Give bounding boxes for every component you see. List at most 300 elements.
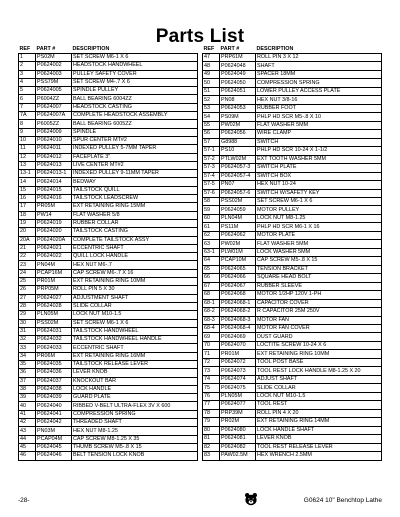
part-number-cell: P0624007A	[36, 112, 72, 120]
ref-cell: 13	[19, 161, 36, 169]
description-cell: EXT RETAINING RING 10MM	[256, 350, 382, 358]
part-number-cell: P0624073	[220, 367, 256, 375]
ref-cell: 34	[19, 352, 36, 360]
table-row	[203, 121, 382, 129]
part-number-cell: P0624057-4	[220, 172, 256, 180]
part-number-cell: P0624011	[36, 145, 72, 153]
ref-cell: 25	[19, 278, 36, 286]
ref-cell: 61	[203, 223, 220, 231]
ref-cell: 7A	[19, 112, 36, 120]
part-number-cell: PN08	[220, 96, 256, 104]
description-cell: TENSION BRACKET	[256, 265, 382, 273]
ref-cell: 33	[19, 344, 36, 352]
ref-cell: 21	[19, 244, 36, 252]
table-row	[19, 228, 198, 236]
part-number-cell: P0624007	[36, 103, 72, 111]
description-cell: FLAT WASHER 5MM	[256, 121, 382, 129]
description-cell: RIBBED V-BELT ULTRA-FLEX 3V X 600	[72, 402, 198, 410]
ref-cell: 75	[203, 384, 220, 392]
table-row	[203, 435, 382, 443]
description-cell: FACEPLATE 3"	[72, 153, 198, 161]
description-cell: SPACER 18MM	[256, 70, 382, 78]
table-row	[203, 62, 382, 70]
description-cell: TOOL POST BASE	[256, 358, 382, 366]
description-cell: TAILSTOCK HANDWHEEL HANDLE	[72, 336, 198, 344]
part-number-cell: PR01M	[220, 350, 256, 358]
ref-cell: 2	[19, 62, 36, 70]
ref-cell: 18	[19, 211, 36, 219]
table-row	[19, 377, 198, 385]
description-cell: CAPACITOR COVER	[256, 299, 382, 307]
part-number-cell: PN04M	[36, 261, 72, 269]
description-cell: SWITCH W/SAFETY KEY	[256, 189, 382, 197]
ref-cell: 42	[19, 419, 36, 427]
part-number-cell: P0624067	[220, 282, 256, 290]
part-number-cell: PS11M	[220, 223, 256, 231]
ref-cell: 69	[203, 333, 220, 341]
part-number-cell: P0624053	[220, 104, 256, 112]
table-row	[203, 291, 382, 299]
table-row	[203, 197, 382, 205]
part-number-cell: P0624032	[36, 336, 72, 344]
part-number-cell: P0624059	[220, 206, 256, 214]
ref-cell: 82	[203, 443, 220, 451]
ref-cell: 62	[203, 231, 220, 239]
part-number-cell: P0624031	[36, 327, 72, 335]
description-cell: RUBBER FOOT	[256, 104, 382, 112]
ref-cell: 27	[19, 294, 36, 302]
table-row	[203, 248, 382, 256]
table-row	[19, 153, 198, 161]
table-row	[203, 96, 382, 104]
table-row	[203, 257, 382, 265]
part-number-cell: PRP61M	[220, 54, 256, 62]
description-cell: COMPLETE TAILSTOCK ASSY	[72, 236, 198, 244]
table-row	[19, 170, 198, 178]
table-row	[19, 402, 198, 410]
description-cell: LOCK NUT M10-1.5	[256, 392, 382, 400]
table-row	[203, 274, 382, 282]
table-row	[203, 138, 382, 146]
part-number-cell: PW02M	[220, 240, 256, 248]
description-cell: ROLL PIN 3 X 12	[256, 54, 382, 62]
ref-cell: 68-2	[203, 308, 220, 316]
ref-cell: 6	[19, 95, 36, 103]
ref-cell: 77	[203, 401, 220, 409]
table-row	[19, 128, 198, 136]
table-row	[203, 130, 382, 138]
table-row	[203, 155, 382, 163]
part-number-cell: G8988	[220, 138, 256, 146]
ref-cell: 31	[19, 327, 36, 335]
description-cell: SET SCREW M6-1 X 6	[72, 54, 198, 62]
part-number-cell: PS09M	[220, 113, 256, 121]
part-number-cell: P0624077	[220, 401, 256, 409]
ref-cell: 59	[203, 206, 220, 214]
ref-cell: 60	[203, 214, 220, 222]
table-row	[19, 269, 198, 277]
description-cell: BALL BEARING 6004ZZ	[72, 95, 198, 103]
description-cell: COMPRESSION SPRING	[72, 410, 198, 418]
part-number-cell: PN03M	[36, 427, 72, 435]
page-title: Parts List	[155, 26, 245, 47]
description-cell: RUBBER COLLAR	[72, 219, 198, 227]
description-cell: TOOL REST	[256, 401, 382, 409]
ref-cell: 53	[203, 104, 220, 112]
table-row	[19, 253, 198, 261]
table-row	[19, 236, 198, 244]
ref-cell: 16	[19, 195, 36, 203]
description-cell: THUMB SCREW M5-.8 X 15	[72, 443, 198, 451]
table-row	[19, 62, 198, 70]
table-row	[19, 452, 198, 460]
part-number-cell: P0624037	[36, 377, 72, 385]
table-header-row	[203, 46, 382, 54]
description-cell: LOCK HANDLE SHAFT	[256, 426, 382, 434]
part-number-cell: P0624068-3	[220, 316, 256, 324]
ref-cell: 7	[19, 103, 36, 111]
table-row	[203, 367, 382, 375]
part-number-cell: P0624019	[36, 219, 72, 227]
description-cell: R CAPACITOR 25M 250V	[256, 308, 382, 316]
part-number-cell: P0624048	[220, 62, 256, 70]
ref-cell: 68-4	[203, 325, 220, 333]
table-header-row	[19, 46, 198, 54]
table-row	[19, 70, 198, 78]
description-cell: ADJUST SHAFT	[256, 375, 382, 383]
table-row	[203, 443, 382, 451]
table-row	[19, 78, 198, 86]
table-row	[19, 443, 198, 451]
table-row	[203, 231, 382, 239]
ref-cell: 41	[19, 410, 36, 418]
part-number-cell: P0624081	[220, 435, 256, 443]
description-cell: TAILSTOCK RELEASE LEVER	[72, 360, 198, 368]
description-cell: HEX NUT 10-24	[256, 181, 382, 189]
description-cell: DUST GUARD	[256, 333, 382, 341]
table-row	[19, 87, 198, 95]
description-cell: BALL BEARING 6005ZZ	[72, 120, 198, 128]
parts-tables	[18, 46, 382, 461]
description-cell: LOCK HANDLE	[72, 385, 198, 393]
part-number-cell: PSS02M	[220, 197, 256, 205]
description-cell: TAILSTOCK CASTING	[72, 228, 198, 236]
description-cell: ECCENTRIC SHAFT	[72, 344, 198, 352]
ref-cell: 29	[19, 311, 36, 319]
description-cell: MOTOR FAN	[256, 316, 382, 324]
table-row	[203, 189, 382, 197]
description-cell: LOCK NUT M10-1.5	[72, 311, 198, 319]
part-number-cell: PS10	[220, 147, 256, 155]
ref-cell: 24	[19, 269, 36, 277]
part-number-cell: P0624033	[36, 344, 72, 352]
ref-cell: 11	[19, 145, 36, 153]
part-number-cell: P0624074	[220, 375, 256, 383]
description-cell: MOTOR 1/2HP 120V 1-PH	[256, 291, 382, 299]
table-row	[19, 427, 198, 435]
description-cell: PULLEY SAFETY COVER	[72, 70, 198, 78]
table-row	[19, 385, 198, 393]
ref-cell: 5	[19, 87, 36, 95]
table-row	[203, 299, 382, 307]
part-number-cell: P0624068-4	[220, 325, 256, 333]
part-number-cell: P0624003	[36, 70, 72, 78]
table-row	[203, 358, 382, 366]
description-cell: MOTOR PULLEY	[256, 206, 382, 214]
description-cell: BELT TENSION LOCK KNOB	[72, 452, 198, 460]
table-row	[19, 278, 198, 286]
part-number-cell: P0624068-1	[220, 299, 256, 307]
table-row	[19, 195, 198, 203]
bear-logo-icon	[244, 492, 258, 506]
ref-cell: 10	[19, 136, 36, 144]
header-ref: REF	[203, 46, 215, 52]
page-footer	[0, 492, 400, 508]
ref-cell: 14	[19, 178, 36, 186]
description-cell: COMPLETE HEADSTOCK ASSEMBLY	[72, 112, 198, 120]
ref-cell: 51	[203, 87, 220, 95]
part-number-cell: P0624016	[36, 195, 72, 203]
part-number-cell: PLN05M	[36, 311, 72, 319]
table-row	[19, 336, 198, 344]
ref-cell: 46	[19, 452, 36, 460]
description-cell: SET SCREW M4-.7 X 6	[72, 78, 198, 86]
table-row	[203, 240, 382, 248]
ref-cell: 71	[203, 350, 220, 358]
ref-cell: 57-4	[203, 172, 220, 180]
table-row	[19, 319, 198, 327]
ref-cell: 45	[19, 443, 36, 451]
part-number-cell: P0624041	[36, 410, 72, 418]
table-row	[203, 172, 382, 180]
table-row	[203, 265, 382, 273]
part-number-cell: P0624069	[220, 333, 256, 341]
model-name: G0624 10" Benchtop Lathe	[303, 497, 382, 504]
description-cell: LOCK NUT M8-1.25	[256, 214, 382, 222]
ref-cell: 76	[203, 392, 220, 400]
description-cell: SET SCREW M6-1 X 6	[72, 319, 198, 327]
part-number-cell: PSS02M	[36, 319, 72, 327]
table-row	[203, 452, 382, 461]
description-cell: ECCENTRIC SHAFT	[72, 244, 198, 252]
description-cell: HEX NUT 3/8-16	[256, 96, 382, 104]
table-row	[19, 410, 198, 418]
description-cell: TOOL REST RELEASE LEVER	[256, 443, 382, 451]
description-cell: HEX NUT M6-.7	[72, 261, 198, 269]
description-cell: MOTOR PLATE	[256, 231, 382, 239]
part-number-cell: P0624051	[220, 87, 256, 95]
ref-cell: 74	[203, 375, 220, 383]
part-number-cell: PR02M	[220, 418, 256, 426]
part-number-cell: P0624065	[220, 265, 256, 273]
table-row	[19, 352, 198, 360]
ref-cell: 63	[203, 240, 220, 248]
table-row	[19, 286, 198, 294]
table-row	[203, 87, 382, 95]
table-row	[19, 419, 198, 427]
ref-cell: 44	[19, 435, 36, 443]
ref-cell: 30	[19, 319, 36, 327]
ref-cell: 64	[203, 257, 220, 265]
ref-cell: 57-3	[203, 164, 220, 172]
part-number-cell: PCAP04M	[36, 435, 72, 443]
description-cell: RUBBER SLEEVE	[256, 282, 382, 290]
part-number-cell: P0624056	[220, 130, 256, 138]
table-row	[203, 147, 382, 155]
ref-cell: 68-3	[203, 316, 220, 324]
table-row	[19, 211, 198, 219]
description-cell: ADJUSTMENT SHAFT	[72, 294, 198, 302]
description-cell: SQUARE HEAD BOLT	[256, 274, 382, 282]
part-number-cell: P0624027	[36, 294, 72, 302]
description-cell: TAILSTOCK HANDWHEEL	[72, 327, 198, 335]
part-number-cell: P0624009	[36, 128, 72, 136]
table-row	[203, 164, 382, 172]
table-row	[19, 302, 198, 310]
description-cell: HEADSTOCK HANDWHEEL	[72, 62, 198, 70]
part-number-cell: P0624057-3	[220, 164, 256, 172]
table-row	[19, 112, 198, 120]
description-cell: PHLP HD SCR M5-.8 X 10	[256, 113, 382, 121]
table-row	[203, 375, 382, 383]
description-cell: LEVER KNOB	[256, 435, 382, 443]
ref-cell: 28	[19, 302, 36, 310]
part-number-cell: PTLW02M	[220, 155, 256, 163]
part-number-cell: P6005ZZ	[36, 120, 72, 128]
description-cell: LOCK WASHER 5MM	[256, 248, 382, 256]
part-number-cell: PR05M	[36, 203, 72, 211]
table-row	[19, 145, 198, 153]
ref-cell: 13-1	[19, 170, 36, 178]
ref-cell: 32	[19, 336, 36, 344]
ref-cell: 79	[203, 418, 220, 426]
part-number-cell: PRP05M	[36, 286, 72, 294]
ref-cell: 3	[19, 70, 36, 78]
table-row	[19, 311, 198, 319]
description-cell: ROLL PIN 4 X 20	[256, 409, 382, 417]
table-row	[203, 282, 382, 290]
table-row	[19, 327, 198, 335]
table-row	[19, 186, 198, 194]
header-part: PART #	[36, 46, 56, 52]
description-cell: PHLP HD SCR M6-1 X 16	[256, 223, 382, 231]
table-row	[19, 261, 198, 269]
part-number-cell: P0624046	[36, 452, 72, 460]
description-cell: QUILL LOCK HANDLE	[72, 253, 198, 261]
part-number-cell: P0624062	[220, 231, 256, 239]
part-number-cell: P0624021	[36, 244, 72, 252]
ref-cell: 22	[19, 253, 36, 261]
ref-cell: 54	[203, 113, 220, 121]
part-number-cell: P0624080	[220, 426, 256, 434]
description-cell: MOTOR FAN COVER	[256, 325, 382, 333]
part-number-cell: P0624002	[36, 62, 72, 70]
ref-cell: 26	[19, 286, 36, 294]
description-cell: COMPRESSION SPRING	[256, 79, 382, 87]
description-cell: SET SCREW M6-1 X 6	[256, 197, 382, 205]
table-row	[19, 120, 198, 128]
ref-cell: 9	[19, 128, 36, 136]
description-cell: EXT RETAINING RING 14MM	[256, 418, 382, 426]
part-number-cell: P6004ZZ	[36, 95, 72, 103]
description-cell: EXT RETAINING RING 16MM	[72, 352, 198, 360]
ref-cell: 1	[19, 54, 36, 62]
part-number-cell: P0624005	[36, 87, 72, 95]
ref-cell: 8	[19, 120, 36, 128]
part-number-cell: P0624010	[36, 136, 72, 144]
ref-cell: 65	[203, 265, 220, 273]
ref-cell: 43	[19, 427, 36, 435]
ref-cell: 36	[19, 369, 36, 377]
description-cell: SWITCH PLATE	[256, 164, 382, 172]
table-row	[19, 136, 198, 144]
description-cell: CAP SCREW M8-1.25 X 35	[72, 435, 198, 443]
description-cell: INDEXED PULLEY 9-11MM TAPER	[72, 170, 198, 178]
description-cell: WIRE CLAMP	[256, 130, 382, 138]
part-number-cell: P0624038	[36, 385, 72, 393]
description-cell: TAILSTOCK QUILL	[72, 186, 198, 194]
part-number-cell: P0624066	[220, 274, 256, 282]
ref-cell: 39	[19, 394, 36, 402]
table-row	[203, 223, 382, 231]
description-cell: SPINDLE	[72, 128, 198, 136]
part-number-cell: P0624072	[220, 358, 256, 366]
part-number-cell: P0624068	[220, 291, 256, 299]
ref-cell: 17	[19, 203, 36, 211]
ref-cell: 80	[203, 426, 220, 434]
part-number-cell: P0624040	[36, 402, 72, 410]
table-row	[203, 206, 382, 214]
description-cell: EXT TOOTH WASHER 5MM	[256, 155, 382, 163]
ref-cell: 52	[203, 96, 220, 104]
description-cell: LIVE CENTER MT#2	[72, 161, 198, 169]
description-cell: ROLL PIN 5 X 30	[72, 286, 198, 294]
ref-cell: 20	[19, 228, 36, 236]
ref-cell: 66	[203, 274, 220, 282]
table-row	[203, 308, 382, 316]
table-row	[19, 294, 198, 302]
ref-cell: 47	[203, 54, 220, 62]
ref-cell: 81	[203, 435, 220, 443]
ref-cell: 83	[203, 452, 220, 461]
ref-cell: 68	[203, 291, 220, 299]
description-cell: SLIDE COLLAR	[72, 302, 198, 310]
part-number-cell: P0624068-2	[220, 308, 256, 316]
part-number-cell: P0624028	[36, 302, 72, 310]
table-row	[19, 203, 198, 211]
table-row	[203, 401, 382, 409]
description-cell: EXT RETAINING RING 15MM	[72, 203, 198, 211]
description-cell: KNOCKOUT BAR	[72, 377, 198, 385]
description-cell: FLAT WASHER 5MM	[256, 240, 382, 248]
description-cell: TAILSTOCK LEADSCREW	[72, 195, 198, 203]
header-description: DESCRIPTION	[256, 46, 294, 52]
part-number-cell: PS02M	[36, 54, 72, 62]
table-row	[19, 344, 198, 352]
parts-table-right	[202, 46, 382, 461]
ref-cell: 68-1	[203, 299, 220, 307]
description-cell: HEX NUT M8-1.25	[72, 427, 198, 435]
ref-cell: 72	[203, 358, 220, 366]
description-cell: CAP SCREW M6-.7 X 16	[72, 269, 198, 277]
ref-cell: 57-6	[203, 189, 220, 197]
table-row	[203, 316, 382, 324]
description-cell: INDEXED PULLEY 5-7MM TAPER	[72, 145, 198, 153]
part-number-cell: PLN05M	[220, 392, 256, 400]
header-description: DESCRIPTION	[72, 46, 110, 52]
table-row	[203, 104, 382, 112]
part-number-cell: P0624015	[36, 186, 72, 194]
